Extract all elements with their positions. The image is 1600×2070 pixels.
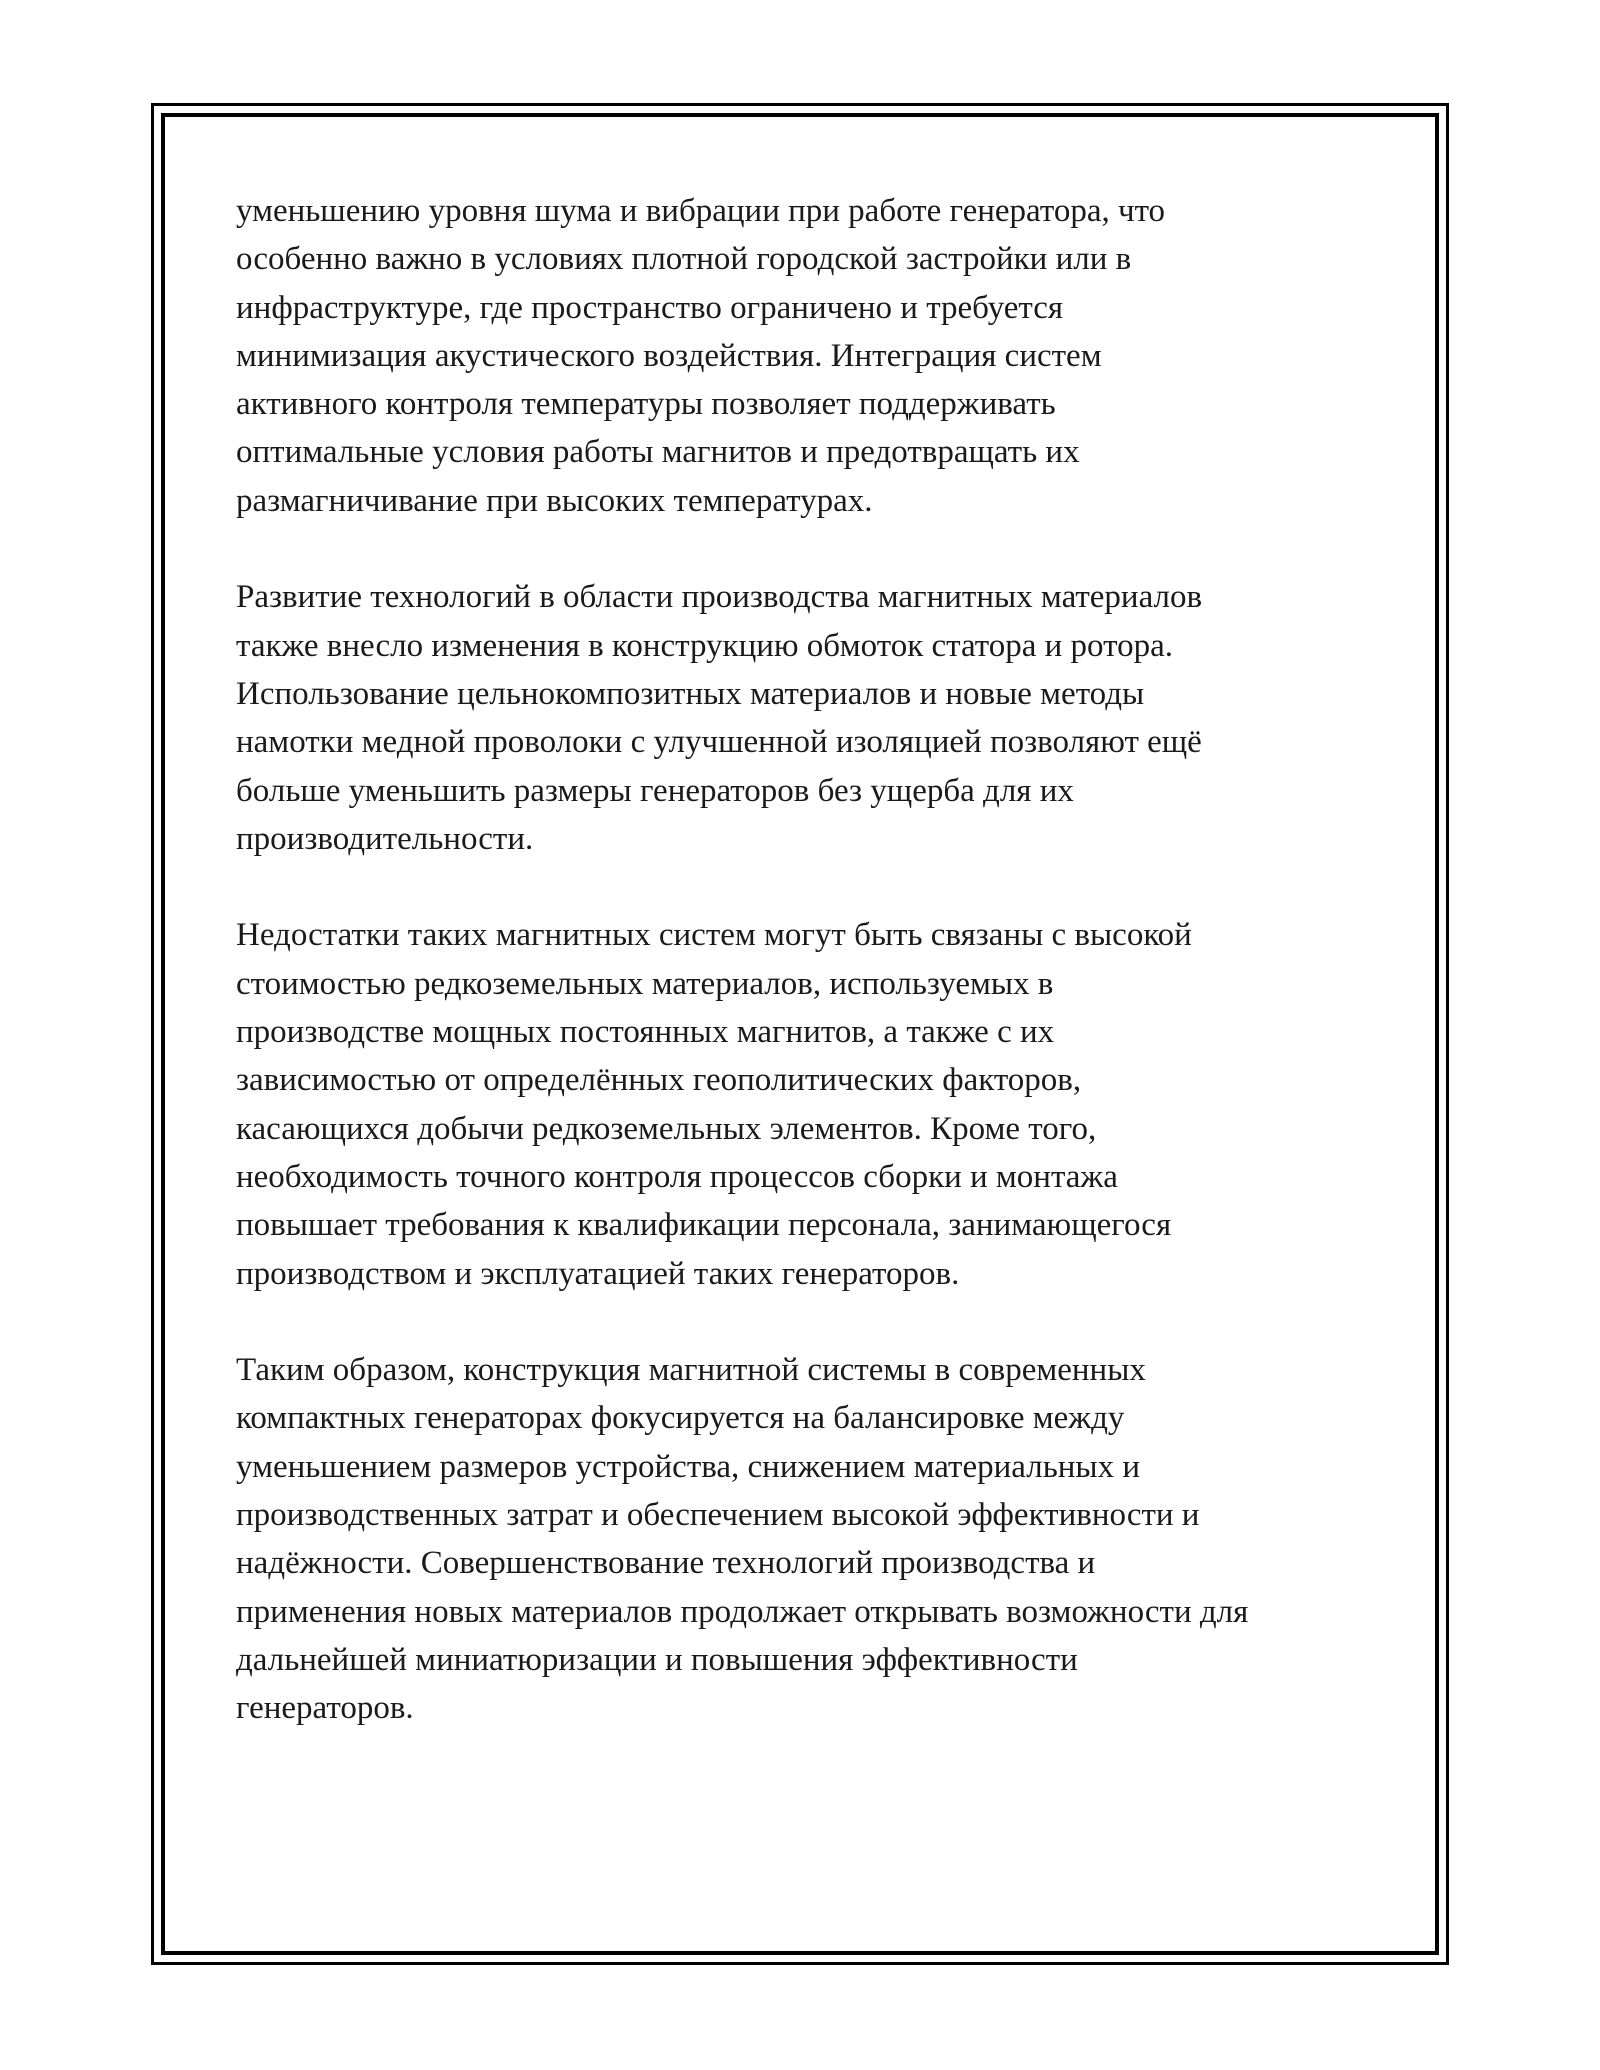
text-line: намотки медной проволоки с улучшенной изоляцией позволяют ещё	[236, 724, 1202, 761]
paragraph-3	[236, 911, 1416, 1297]
text-line: необходимость точного контроля процессов сборки и монтажа	[236, 1158, 1118, 1195]
text-line: активного контроля температуры позволяет поддерживать	[236, 386, 1056, 423]
text-line: Использование цельнокомпозитных материалов и новые методы	[236, 675, 1145, 712]
text-line: применения новых материалов продолжает открывать возможности для	[236, 1593, 1249, 1630]
text-line: генераторов.	[236, 1690, 414, 1727]
text-line: надёжности. Совершенствование технологий производства и	[236, 1545, 1096, 1582]
text-line: особенно важно в условиях плотной городской застройки или в	[236, 241, 1132, 278]
text-line: Развитие технологий в области производства магнитных материалов	[236, 579, 1203, 616]
document-body	[236, 187, 1416, 1781]
text-line: компактных генераторах фокусируется на балансировке между	[236, 1400, 1125, 1437]
paragraph-4	[236, 1346, 1416, 1732]
text-line: минимизация акустического воздействия. Интеграция систем	[236, 337, 1102, 374]
text-line: производством и эксплуатацией таких генераторов.	[236, 1255, 960, 1292]
text-line: касающихся добычи редкоземельных элементов. Кроме того,	[236, 1110, 1097, 1147]
text-line: производственных затрат и обеспечением высокой эффективности и	[236, 1497, 1200, 1534]
text-line: дальнейшей миниатюризации и повышения эффективности	[236, 1641, 1078, 1678]
text-line: стоимостью редкоземельных материалов, используемых в	[236, 965, 1054, 1002]
text-line: Недостатки таких магнитных систем могут быть связаны с высокой	[236, 917, 1192, 954]
text-line: инфраструктуре, где пространство ограничено и требуется	[236, 289, 1064, 326]
paragraph-2	[236, 573, 1416, 863]
text-line: повышает требования к квалификации персонала, занимающегося	[236, 1207, 1172, 1244]
paragraph-1	[236, 187, 1416, 525]
text-line: уменьшению уровня шума и вибрации при работе генератора, что	[236, 193, 1166, 229]
text-line: уменьшением размеров устройства, снижением материальных и	[236, 1448, 1140, 1485]
text-line: оптимальные условия работы магнитов и предотвращать их	[236, 434, 1080, 471]
text-line: производстве мощных постоянных магнитов, а также с их	[236, 1014, 1055, 1051]
text-line: больше уменьшить размеры генераторов без ущерба для их	[236, 772, 1074, 809]
text-line: зависимостью от определённых геополитических факторов,	[236, 1062, 1082, 1099]
text-line: также внесло изменения в конструкцию обмоток статора и ротора.	[236, 627, 1173, 664]
text-line: производительности.	[236, 820, 534, 857]
text-line: размагничивание при высоких температурах.	[236, 482, 873, 519]
text-line: Таким образом, конструкция магнитной системы в современных	[236, 1352, 1146, 1389]
